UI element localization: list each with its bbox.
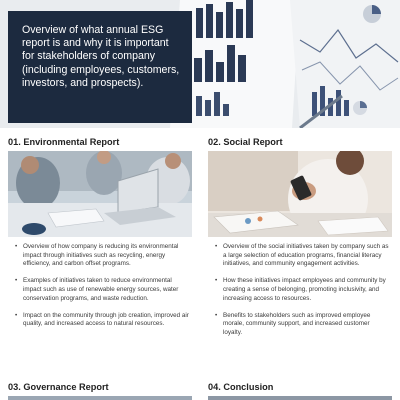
- list-item: • How these initiatives impact employees and community by creating a sense of belonging, promoting inclusivity, and increasing access to resources.: [214, 277, 390, 303]
- hero-description: Overview of what annual ESG report is and why it is important for stakeholders of company (including employees, customers, investors, and prospects).: [22, 24, 180, 89]
- governance-photo: [8, 396, 192, 400]
- list-item: • Benefits to stakeholders such as improved employee morale, community support, and increased customer loyalty.: [214, 312, 390, 338]
- governance-title: 03. Governance Report: [8, 382, 109, 392]
- social-title: 02. Social Report: [208, 137, 283, 147]
- conclusion-title: 04. Conclusion: [208, 382, 274, 392]
- list-item: • Overview of the social initiatives taken by company such as a large selection of education programs, financial literacy initiatives, and community engagement activities.: [214, 243, 390, 269]
- environmental-photo: [8, 151, 192, 237]
- social-photo: [208, 151, 392, 237]
- list-item: • Overview of how company is reducing its environmental impact through initiatives such as recycling, energy efficiency, and carbon offset programs.: [14, 243, 190, 269]
- list-item: • Impact on the community through job creation, improved air quality, and increased access to natural resources.: [14, 312, 190, 329]
- social-bullets: [214, 243, 390, 346]
- list-item: • Examples of initiatives taken to reduce environmental impact such as use of renewable energy sources, water conservation programs, and waste reduction.: [14, 277, 190, 303]
- hero-banner: [0, 0, 400, 128]
- conclusion-photo: [208, 396, 392, 400]
- environmental-bullets: [14, 243, 190, 338]
- environmental-title: 01. Environmental Report: [8, 137, 120, 147]
- hero-overlay-card: [8, 11, 192, 123]
